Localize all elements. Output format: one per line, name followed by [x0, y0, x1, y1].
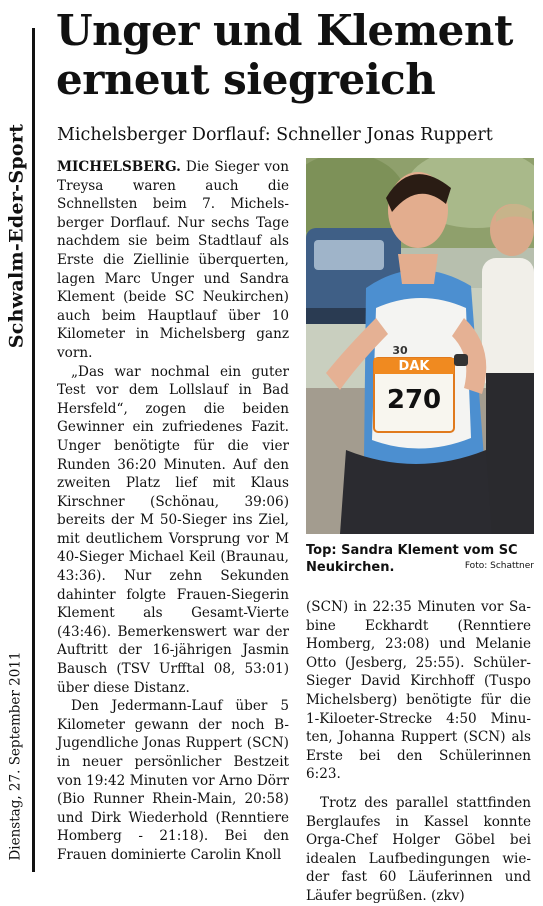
- bib-number: 270: [386, 385, 442, 415]
- photo-credit: Foto: Schattner: [464, 561, 534, 571]
- section-label-text: Schwalm-Eder-Sport: [5, 123, 28, 349]
- paragraph-text: Die Sieger von Treysa waren auch die Schnellsten beim 7. Michelsberger Dorflauf. Nur sechs Tage nachdem sie beim Stadtlauf als Erste die Ziellinie überquerten, lagen Marc Unger und Sandra Klement (beide SC Neukirchen) auch beim Hauptlauf über 10 Kilometer in Michelsberg ganz vorn.: [57, 159, 289, 361]
- photo-caption: Top: Sandra Klement vom SC Neukirchen.: [306, 543, 518, 575]
- dateline: MICHELSBERG.: [57, 159, 181, 175]
- subheadline: Michelsberger Dorflauf: Schneller Jonas Ruppert: [57, 125, 493, 145]
- bib-sponsor: DAK: [398, 359, 430, 374]
- issue-date-text: Dienstag, 27. September 2011: [8, 651, 25, 861]
- headline: Unger und Klement erneut siegreich: [56, 6, 513, 104]
- section-label: [2, 96, 30, 376]
- article-paragraph: „Das war nochmal ein guter Test vor dem Lollslauf in Bad Hersfeld“, zogen die beiden Gewinner ein zufriedenes Fazit. Unger benötigte für die vier Runden 36:20 Minuten. Auf den zweiten Platz lief mit Klaus Kirschner (Schönau, 39:06) bereits der M 50-Sieger ins Ziel, mit deutlichem Vorsprung vor M 40-Sieger Michael Keil (Braunau, 43:36). Nur zehn Sekunden dahinter folgte Frauen-Siegerin Klement als Gesamt-Vierte (43:46). Bemerkenswert war der Auftritt der 16-jährigen Jasmin Bausch (TSV Urfftal 08, 53:01) über diese Distanz.: [57, 363, 289, 696]
- article-column-2: [306, 598, 531, 906]
- article-paragraph: (SCN) in 22:35 Minuten vor Sabine Eckhardt (Renntiere Homberg, 23:08) und Melanie Otto (Jesberg, 25:55). Schüler-Sieger David Kirchhoff (Tuspo Michelsberg) benötigte für die 1-Kiloeter-Strecke 4:50 Minuten, Johanna Ruppert (SCN) als Erste bei den Schülerinnen 6:23.: [306, 599, 531, 783]
- section-rule: [32, 28, 35, 872]
- article-column-1: [57, 158, 289, 865]
- article-paragraph: Den Jedermann-Lauf über 5 Kilometer gewann der noch B-Jugendliche Jonas Ruppert (SCN) in neuer persönlicher Bestzeit von 19:42 Minuten vor Arno Dörr (Bio Runner Rhein-Main, 20:58) und Dirk Wiederhold (Renntiere Homberg - 21:18). Bei den Frauen dominierte Carolin Knoll: [57, 698, 289, 863]
- bib-top-number: 30: [392, 344, 408, 357]
- article-paragraph: [57, 158, 289, 363]
- issue-date: [2, 640, 30, 872]
- article-photo: [306, 158, 534, 534]
- article-paragraph: Trotz des parallel stattfinden Berglaufes in Kassel konnte Orga-Chef Holger Göbel bei idealen Laufbedingungen wieder fast 60 Läuferinnen und Läufer begrüßen. (zkv): [306, 794, 531, 904]
- runner-photo-illustration: [306, 158, 534, 534]
